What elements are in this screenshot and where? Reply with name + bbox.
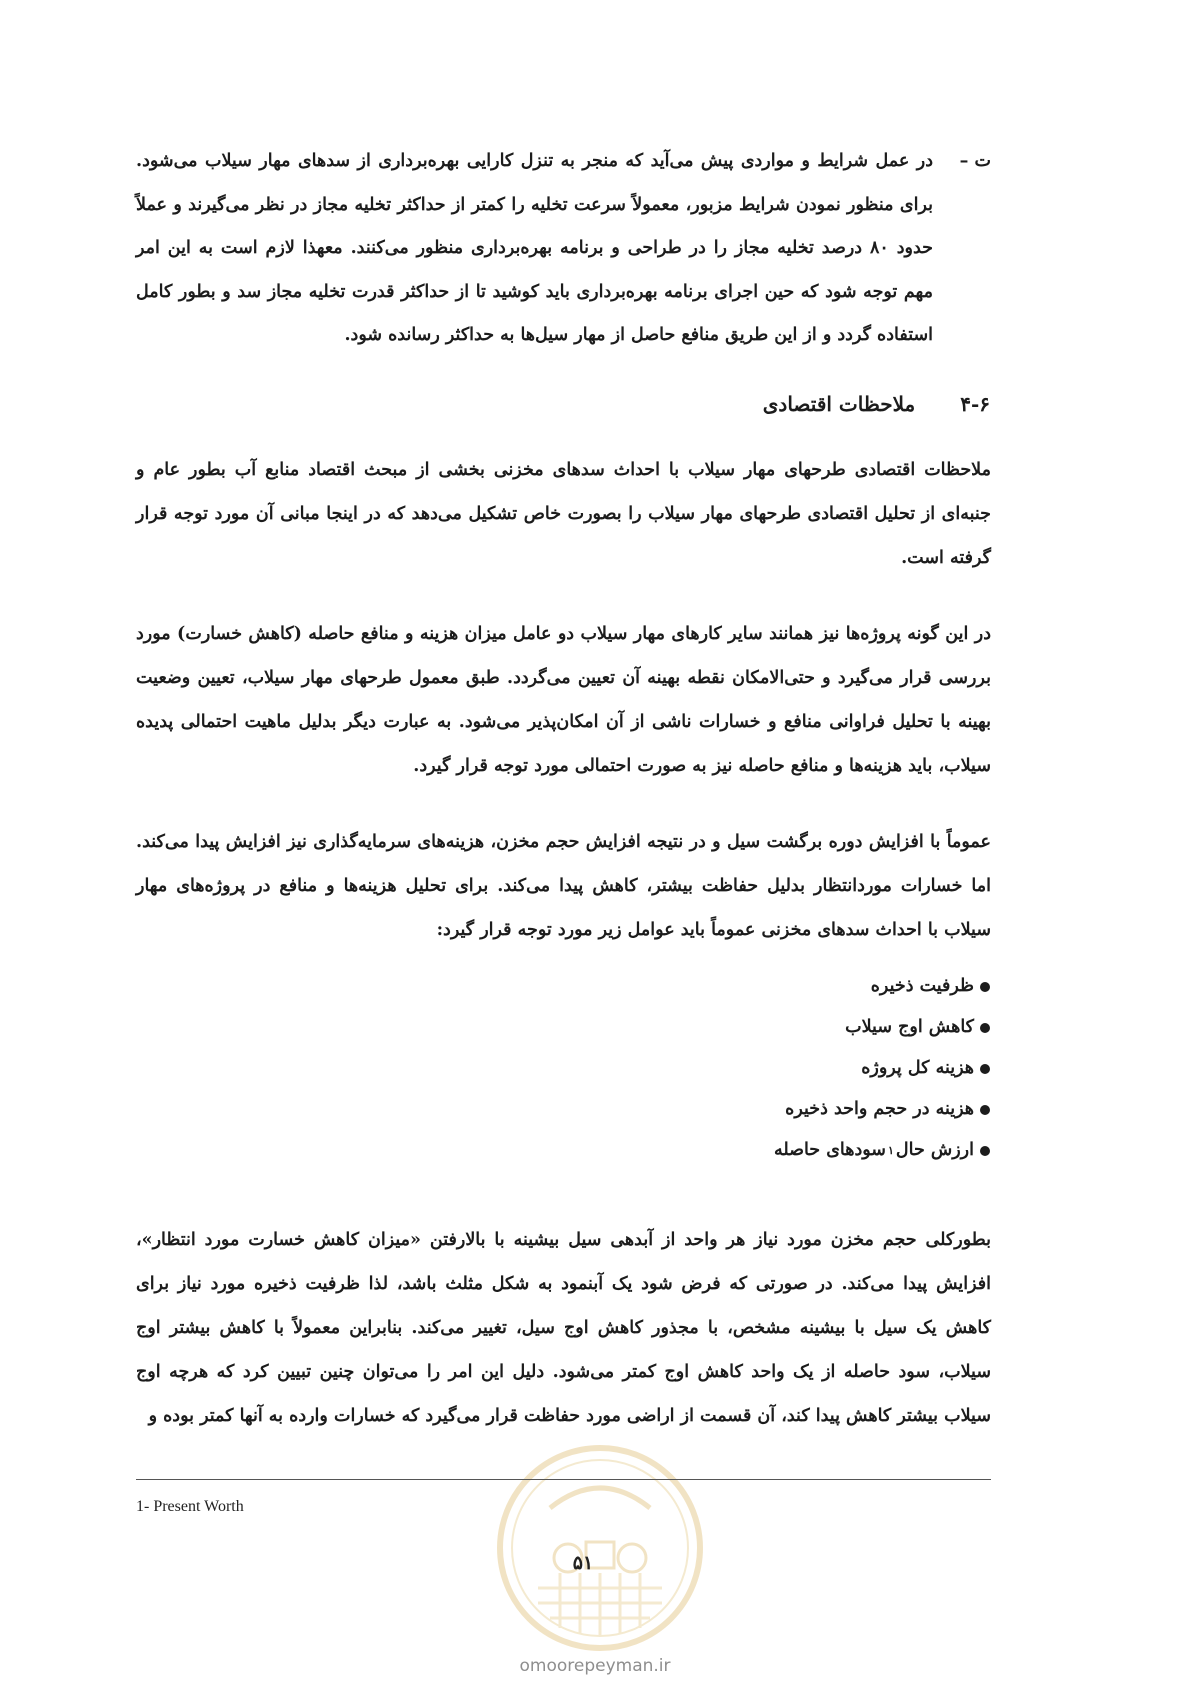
item-text: در عمل شرایط و مواردی پیش می‌آید که منجر به تنزل کارایی بهره‌برداری از سدهای مهار سیلاب می‌شود. برای منظور نمودن شرایط مزبور، معمولاً سرعت تخلیه را کمتر از حداکثر تخلیه مجاز در نظر می‌گیرند و عملاً حدود ۸۰ درصد تخلیه مجاز را در طراحی و برنامه بهره‌برداری منظور می‌کنند. معهذا لازم است به این امر مهم توجه شود که حین اجرای برنامه بهره‌برداری باید کوشید تا از حداکثر قدرت تخلیه مجاز سد و بطور کامل استفاده گردد و از این طریق منافع حاصل از مهار سیل‌ها به حداکثر رسانده شود.	[136, 151, 933, 345]
watermark-seal-icon	[490, 1438, 710, 1658]
bullet-dot-icon	[980, 1105, 990, 1115]
bullet-item: هزینه کل پروژه	[774, 1048, 990, 1089]
section-title: ملاحظات اقتصادی	[762, 392, 916, 416]
bullet-dot-icon	[980, 982, 990, 992]
paragraph-4: بطورکلی حجم مخزن مورد نیاز هر واحد از آبدهی سیل بیشینه با بالارفتن «میزان کاهش خسارت مورد انتظار»، افزایش پیدا می‌کند. در صورتی که فرض شود یک آبنمود به شکل مثلث باشد، لذا ظرفیت ذخیره مورد نیاز برای کاهش یک سیل با بیشینه مشخص، با مجذور کاهش اوج سیل، تغییر می‌کند. بنابراین معمولاً با کاهش بیشتر اوج سیلاب، سود حاصله از یک واحد کاهش اوج کمتر می‌شود. دلیل این امر را می‌توان چنین تبیین کرد که هرچه اوج سیلاب بیشتر کاهش پیدا کند، آن قسمت از اراضی مورد حفاظت قرار می‌گیرد که خسارات وارده به آنها کمتر بوده و	[136, 1230, 991, 1426]
list-item-t	[136, 140, 991, 358]
footnote-divider	[136, 1479, 991, 1480]
section-heading	[763, 392, 990, 416]
bullet-dot-icon	[980, 1146, 990, 1156]
footnote-reference[interactable]: ۱	[887, 1144, 894, 1157]
paragraph-2: در این گونه پروژه‌ها نیز همانند سایر کارهای مهار سیلاب دو عامل میزان هزینه و منافع حاصله (کاهش خسارت) مورد بررسی قرار می‌گیرد و حتی‌الامکان نقطه بهینه آن تعیین می‌گردد. طبق معمول طرحهای مهار سیلاب، تعیین وضعیت بهینه با تحلیل فراوانی منافع و خسارات ناشی از آن امکان‌پذیر می‌شود. به عبارت دیگر بدلیل ماهیت احتمالی پدیده سیلاب، باید هزینه‌ها و منافع حاصله نیز به صورت احتمالی مورد توجه قرار گیرد.	[136, 624, 991, 776]
watermark-text: omoorepeyman.ir	[519, 1656, 671, 1676]
paragraph-1: ملاحظات اقتصادی طرحهای مهار سیلاب با احداث سدهای مخزنی بخشی از مبحث اقتصاد منابع آب بطور عام و جنبه‌ای از تحلیل اقتصادی طرحهای مهار سیلاب را بصورت خاص تشکیل می‌دهد که در اینجا مبانی آن مورد توجه قرار گرفته است.	[136, 460, 991, 568]
section-number: ۴-۶	[960, 392, 990, 416]
paragraph-3: عموماً با افزایش دوره برگشت سیل و در نتیجه افزایش حجم مخزن، هزینه‌های سرمایه‌گذاری نیز افزایش پیدا می‌کند. اما خسارات موردانتظار بدلیل حفاظت بیشتر، کاهش پیدا می‌کند. برای تحلیل هزینه‌ها و منافع در پروژه‌های مهار سیلاب با احداث سدهای مخزنی عموماً باید عوامل زیر مورد توجه قرار گیرد:	[136, 832, 991, 940]
bullet-list	[774, 966, 990, 1171]
bullet-dot-icon	[980, 1064, 990, 1074]
bullet-item: ارزش حال ۱ سودهای حاصله	[774, 1130, 990, 1171]
item-marker: ت –	[959, 151, 991, 171]
page-number: ۵۱	[572, 1552, 594, 1574]
bullet-dot-icon	[980, 1023, 990, 1033]
bullet-item: ظرفیت ذخیره	[774, 966, 990, 1007]
bullet-item: کاهش اوج سیلاب	[774, 1007, 990, 1048]
footnote: 1- Present Worth	[136, 1498, 244, 1515]
bullet-item: هزینه در حجم واحد ذخیره	[774, 1089, 990, 1130]
